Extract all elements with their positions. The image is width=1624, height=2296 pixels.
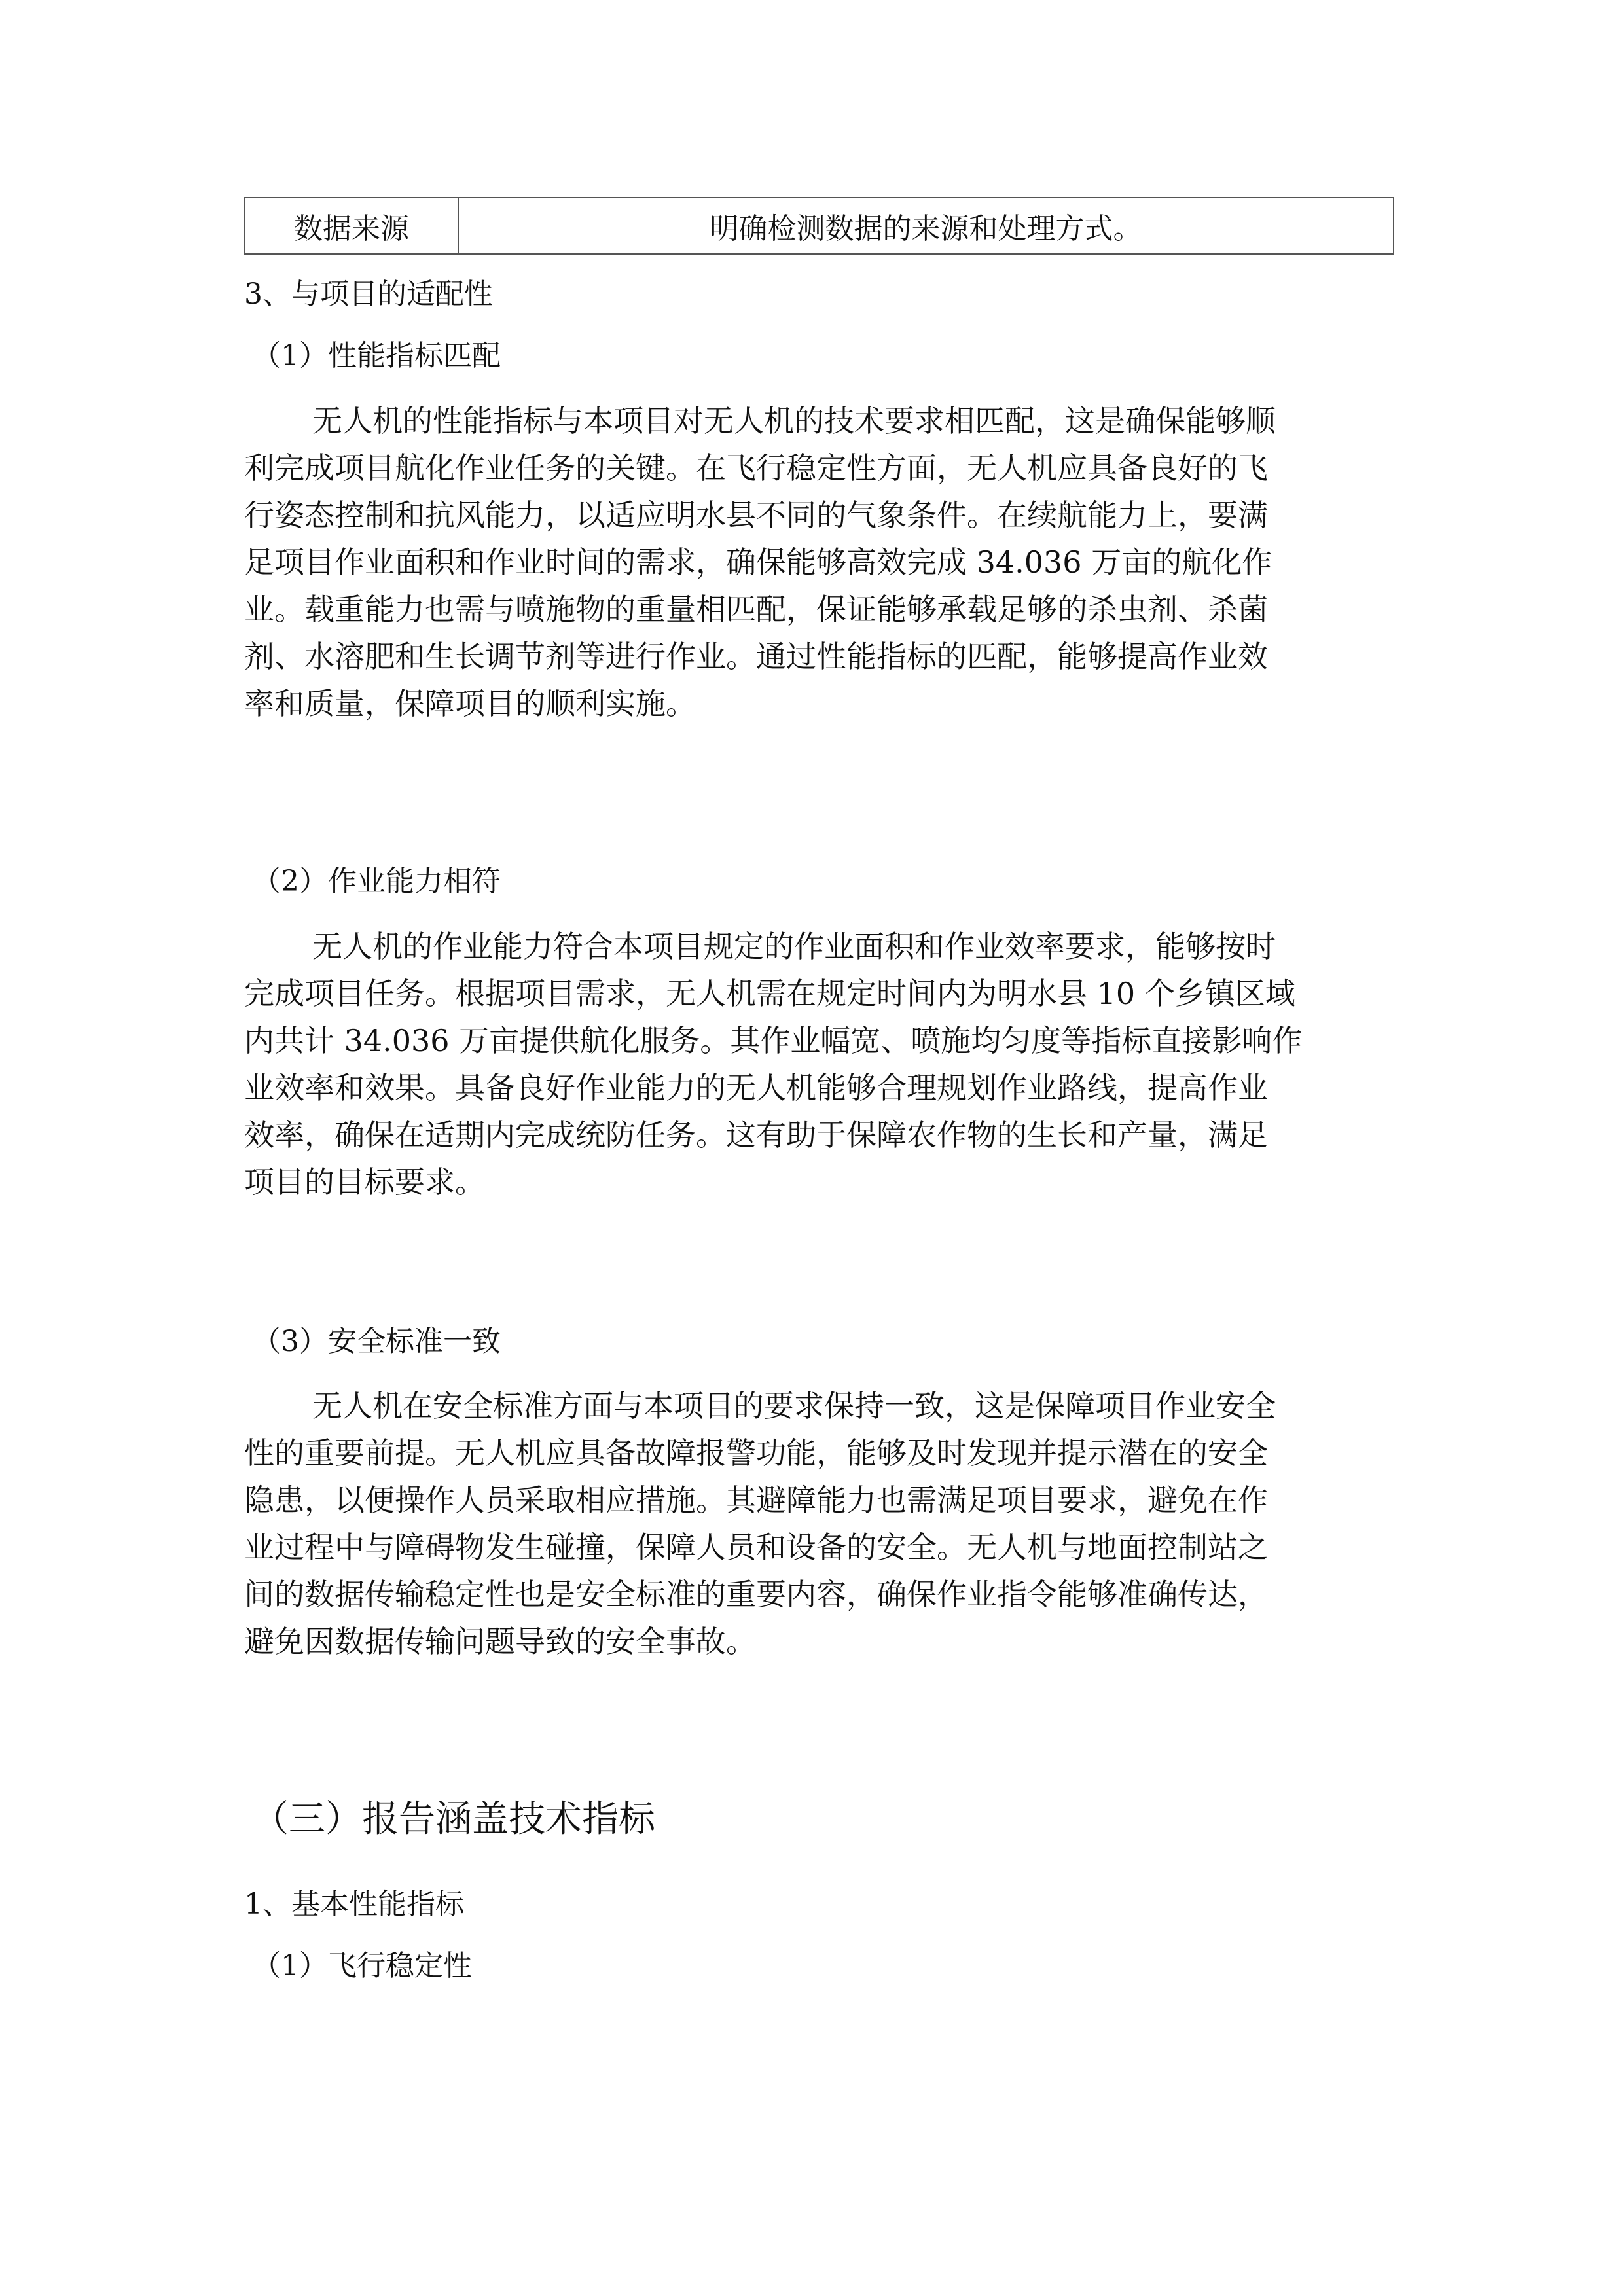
text-line: 业效率和效果。具备良好作业能力的无人机能够合理规划作业路线，提高作业 bbox=[244, 1070, 1268, 1105]
text-line: 隐患，以便操作人员采取相应措施。其避障能力也需满足项目要求，避免在作 bbox=[244, 1482, 1268, 1518]
subheading-flight-stability: （1）飞行稳定性 bbox=[252, 1949, 472, 1982]
text-line: 完成项目任务。根据项目需求，无人机需在规定时间内为明水县 10 个乡镇区域 bbox=[244, 976, 1295, 1011]
text-line: 业过程中与障碍物发生碰撞，保障人员和设备的安全。无人机与地面控制站之 bbox=[244, 1530, 1268, 1565]
heading-compatibility: 3、与项目的适配性 bbox=[244, 278, 493, 311]
text-line: 无人机的性能指标与本项目对无人机的技术要求相匹配，这是确保能够顺 bbox=[312, 403, 1276, 439]
text-line: 避免因数据传输问题导致的安全事故。 bbox=[244, 1624, 756, 1659]
text-line: 内共计 34.036 万亩提供航化服务。其作业幅宽、喷施均匀度等指标直接影响作 bbox=[244, 1023, 1303, 1058]
table-value-cell: 明确检测数据的来源和处理方式。 bbox=[710, 212, 1142, 245]
text-line: 率和质量，保障项目的顺利实施。 bbox=[244, 686, 696, 721]
heading-basic-performance: 1、基本性能指标 bbox=[244, 1888, 464, 1921]
text-line: 无人机在安全标准方面与本项目的要求保持一致，这是保障项目作业安全 bbox=[312, 1388, 1276, 1424]
text-line: 业。载重能力也需与喷施物的重量相匹配，保证能够承载足够的杀虫剂、杀菌 bbox=[244, 592, 1268, 627]
text-line: 足项目作业面积和作业时间的需求，确保能够高效完成 34.036 万亩的航化作 bbox=[244, 545, 1272, 580]
table-label-cell: 数据来源 bbox=[245, 198, 459, 253]
section-title-report-indicators: （三）报告涵盖技术指标 bbox=[252, 1798, 655, 1840]
subheading-safety-standard: （3）安全标准一致 bbox=[252, 1325, 501, 1358]
subheading-capability-match: （2）作业能力相符 bbox=[252, 865, 501, 898]
text-line: 剂、水溶肥和生长调节剂等进行作业。通过性能指标的匹配，能够提高作业效 bbox=[244, 639, 1268, 674]
paragraph-performance-match bbox=[244, 397, 1379, 727]
text-line: 无人机的作业能力符合本项目规定的作业面积和作业效率要求，能够按时 bbox=[312, 929, 1276, 964]
subheading-performance-match: （1）性能指标匹配 bbox=[252, 339, 501, 372]
text-line: 行姿态控制和抗风能力，以适应明水县不同的气象条件。在续航能力上，要满 bbox=[244, 497, 1268, 533]
text-line: 项目的目标要求。 bbox=[244, 1164, 485, 1200]
text-line: 利完成项目航化作业任务的关键。在飞行稳定性方面，无人机应具备良好的飞 bbox=[244, 450, 1268, 486]
text-line: 效率，确保在适期内完成统防任务。这有助于保障农作物的生长和产量，满足 bbox=[244, 1117, 1268, 1153]
text-line: 性的重要前提。无人机应具备故障报警功能，能够及时发现并提示潜在的安全 bbox=[244, 1435, 1268, 1471]
paragraph-safety-standard bbox=[244, 1382, 1379, 1665]
text-line: 间的数据传输稳定性也是安全标准的重要内容，确保作业指令能够准确传达， bbox=[244, 1577, 1268, 1612]
paragraph-capability-match bbox=[244, 923, 1379, 1206]
data-source-table bbox=[244, 197, 1394, 255]
